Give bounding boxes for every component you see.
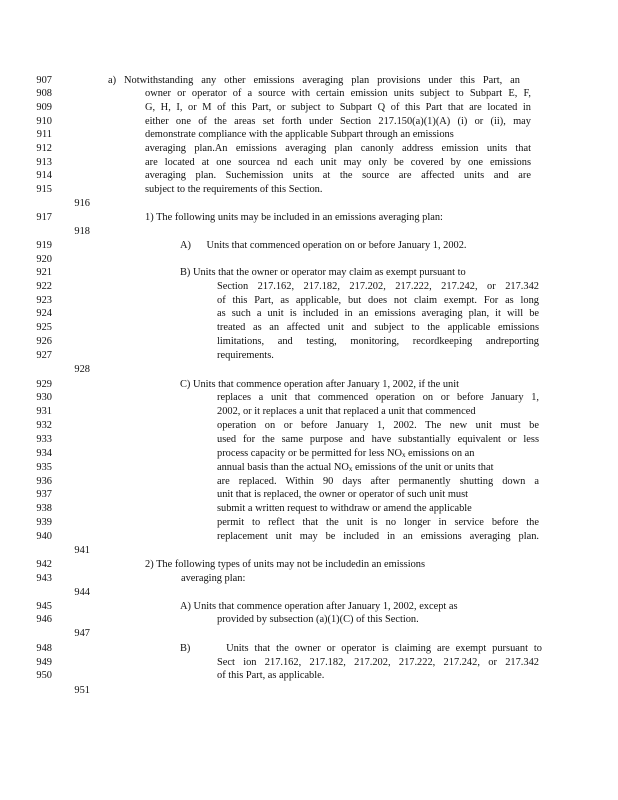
- text-line: [217, 462, 494, 474]
- line-number: 924: [36, 308, 52, 319]
- line-number: 938: [36, 503, 52, 514]
- text-line: [145, 184, 322, 196]
- text-line-body: 2) The following types of units may not be includedin an emissions: [145, 559, 426, 570]
- line-number: 932: [36, 420, 52, 431]
- text-line-body: demonstrate compliance with the applicable Subpart through an emissions: [145, 129, 454, 140]
- text-line: [145, 212, 443, 224]
- line-number: 949: [36, 657, 52, 668]
- line-number: 922: [36, 281, 52, 292]
- line-number: 951: [74, 685, 90, 696]
- text-line: [217, 281, 539, 293]
- text-line-body: A) Units that commenced operation on or before January 1, 2002.: [180, 240, 467, 251]
- text-line-body: are replaced. Within 90 days after permanently shutting down a: [217, 476, 539, 487]
- text-line-body: of this Part, as applicable, but does not claim exempt. For as long: [217, 295, 539, 306]
- line-number: 945: [36, 601, 52, 612]
- text-line-body: replacement unit may be included in an emissions averaging plan.: [217, 531, 539, 542]
- text-line: [145, 157, 531, 169]
- text-line: [217, 322, 539, 334]
- line-number: 909: [36, 102, 52, 113]
- text-line-body: submit a written request to withdraw or amend the applicable: [217, 503, 472, 514]
- text-line-body: as such a unit is included in an emissions averaging plan, it will be: [217, 308, 539, 319]
- line-number: 914: [36, 170, 52, 181]
- text-line: [217, 295, 539, 307]
- line-number: 910: [36, 116, 52, 127]
- text-line: [180, 240, 467, 252]
- text-line-body: B) Units that the owner or operator may claim as exempt pursuant to: [180, 267, 466, 278]
- line-number: 941: [74, 545, 90, 556]
- text-line-body: requirements.: [217, 350, 274, 361]
- line-number: 911: [36, 129, 52, 140]
- text-line-body: are located at one sourcea nd each unit may only be covered by one emissions: [145, 157, 531, 168]
- text-line-body: 1) The following units may be included in an emissions averaging plan:: [145, 212, 443, 223]
- text-line: [217, 531, 539, 543]
- text-line-body: A) Units that commence operation after January 1, 2002, except as: [180, 601, 458, 612]
- subscript: x: [401, 451, 406, 459]
- line-number: 927: [36, 350, 52, 361]
- text-line: [217, 350, 274, 362]
- line-number: 908: [36, 88, 52, 99]
- text-line-body: replaces a unit that commenced operation on or before January 1,: [217, 392, 539, 403]
- text-line: [108, 75, 520, 87]
- line-number: 919: [36, 240, 52, 251]
- text-line: [217, 670, 324, 682]
- text-line-body: process capacity or be permitted for less NO: [217, 448, 402, 459]
- line-number: 921: [36, 267, 52, 278]
- text-line: [181, 573, 245, 585]
- text-line: [217, 434, 539, 446]
- line-number: 937: [36, 489, 52, 500]
- text-line-body: 2002, or it replaces a unit that replaced a unit that commenced: [217, 406, 476, 417]
- line-number: 940: [36, 531, 52, 542]
- text-line-body: of this Part, as applicable.: [217, 670, 325, 681]
- line-number: 925: [36, 322, 52, 333]
- line-number: 944: [74, 587, 90, 598]
- text-line-body: averaging plan:: [181, 573, 246, 584]
- text-line-body: averaging plan. Suchemission units at the source are affected units and are: [145, 170, 531, 181]
- text-line: [145, 88, 531, 100]
- text-line-body: C) Units that commence operation after January 1, 2002, if the unit: [180, 379, 460, 390]
- text-line-body: Sect ion 217.162, 217.182, 217.202, 217.222, 217.242, or 217.342: [217, 657, 539, 668]
- text-line: [145, 143, 531, 155]
- text-line-body: Section 217.162, 217.182, 217.202, 217.222, 217.242, or 217.342: [217, 281, 539, 292]
- text-line-body: either one of the areas set forth under Section 217.150(a)(1)(A) (i) or (ii), may: [145, 116, 531, 127]
- line-number: 916: [74, 198, 90, 209]
- text-line: [217, 406, 476, 418]
- text-line-body: annual basis than the actual NO: [217, 462, 349, 473]
- text-line: [180, 601, 458, 613]
- line-number: 933: [36, 434, 52, 445]
- line-number: 939: [36, 517, 52, 528]
- line-number: 943: [36, 573, 52, 584]
- text-line: [217, 657, 539, 669]
- line-number: 915: [36, 184, 52, 195]
- text-line: [217, 517, 539, 529]
- line-number: 930: [36, 392, 52, 403]
- text-line: [217, 336, 539, 348]
- line-number: 923: [36, 295, 52, 306]
- subscript: x: [348, 465, 353, 473]
- line-number: 912: [36, 143, 52, 154]
- text-line: [217, 476, 539, 488]
- text-line-body: averaging plan.An emissions averaging plan canonly address emission units that: [145, 143, 531, 154]
- text-line: [217, 392, 539, 404]
- text-line: [217, 614, 419, 626]
- text-line-body: B) Units that the owner or operator is claiming are exempt pursuant to: [180, 643, 542, 654]
- text-line-tail: emissions on an: [405, 448, 475, 459]
- text-line: [145, 116, 531, 128]
- text-line: [217, 489, 468, 501]
- text-line: [180, 267, 466, 279]
- line-number: 917: [36, 212, 52, 223]
- text-line: [145, 170, 531, 182]
- line-number: 935: [36, 462, 52, 473]
- text-line: [145, 559, 425, 571]
- text-line-body: unit that is replaced, the owner or operator of such unit must: [217, 489, 469, 500]
- text-line: [145, 102, 531, 114]
- text-line-body: subject to the requirements of this Section.: [145, 184, 323, 195]
- line-number: 929: [36, 379, 52, 390]
- text-line-body: G, H, I, or M of this Part, or subject to Subpart Q of this Part that are located in: [145, 102, 531, 113]
- line-number: 942: [36, 559, 52, 570]
- line-number: 918: [74, 226, 90, 237]
- line-number: 947: [74, 628, 90, 639]
- line-number: 931: [36, 406, 52, 417]
- text-line-body: owner or operator of a source with certain emission units subject to Subpart E, F,: [145, 88, 531, 99]
- line-number: 907: [36, 75, 52, 86]
- line-number: 928: [74, 364, 90, 375]
- text-line-body: a) Notwithstanding any other emissions averaging plan provisions under this Part, an: [108, 75, 520, 86]
- text-line-body: treated as an affected unit and subject to the applicable emissions: [217, 322, 539, 333]
- line-number: 936: [36, 476, 52, 487]
- text-line: [145, 129, 454, 141]
- line-number: 920: [36, 254, 52, 265]
- text-line-body: operation on or before January 1, 2002. The new unit must be: [217, 420, 539, 431]
- text-line: [217, 420, 539, 432]
- text-line: [217, 448, 474, 460]
- text-line: [180, 379, 459, 391]
- text-line-tail: emissions of the unit or units that: [352, 462, 494, 473]
- line-number: 948: [36, 643, 52, 654]
- text-line-body: permit to reflect that the unit is no longer in service before the: [217, 517, 539, 528]
- text-line: [217, 503, 472, 515]
- line-number: 934: [36, 448, 52, 459]
- text-line-body: limitations, and testing, monitoring, recordkeeping andreporting: [217, 336, 539, 347]
- text-line: [180, 643, 542, 655]
- line-number: 946: [36, 614, 52, 625]
- text-line-body: provided by subsection (a)(1)(C) of this Section.: [217, 614, 419, 625]
- line-number: 913: [36, 157, 52, 168]
- text-line: [217, 308, 539, 320]
- line-number: 950: [36, 670, 52, 681]
- line-number: 926: [36, 336, 52, 347]
- text-line-body: used for the same purpose and have substantially equivalent or less: [217, 434, 539, 445]
